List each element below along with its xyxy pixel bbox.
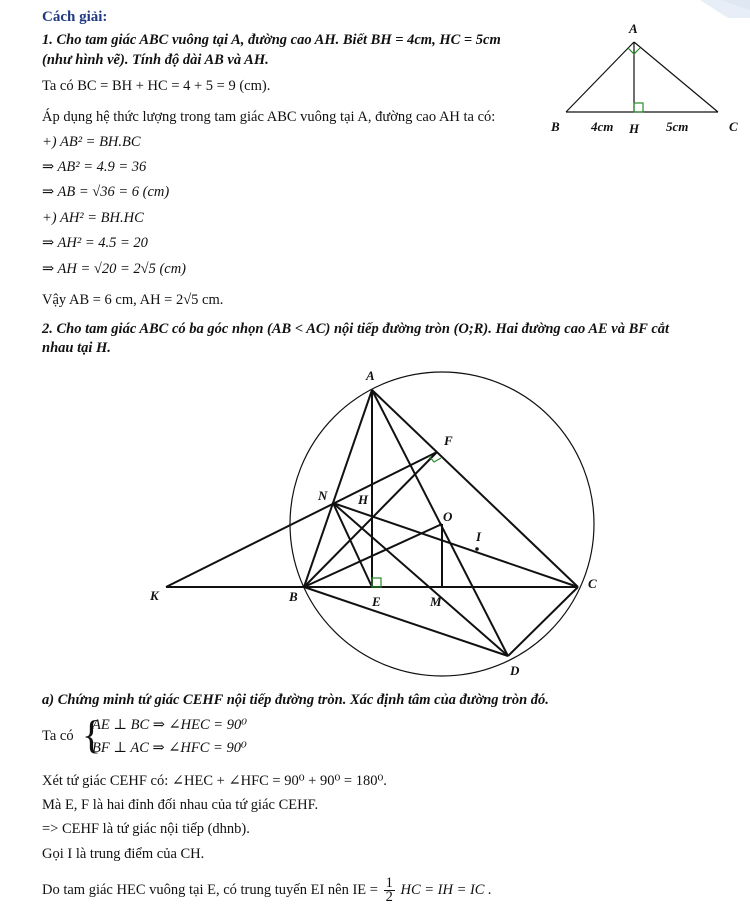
problem1-statement-line1: 1. Cho tam giác ABC vuông tại A, đường cao AH. Biết BH = 4cm, HC = 5cm <box>42 32 501 48</box>
segment-nc <box>333 503 578 587</box>
triangle-figure-1 <box>545 18 745 143</box>
altitude-bf <box>304 452 437 587</box>
apply-relations-line: Áp dụng hệ thức lượng trong tam giác ABC vuông tại A, đường cao AH ta có: <box>42 109 496 125</box>
step-6: ⇒ AH = √20 = 2√5 (cm) <box>42 261 187 277</box>
circle-figure-2 <box>140 360 610 685</box>
segment-ab <box>566 42 634 112</box>
label-n: N <box>318 488 328 503</box>
problem1-statement-line2: (như hình vẽ). Tính độ dài AB và AH. <box>42 52 269 68</box>
label-c: C <box>588 576 597 591</box>
step-5: ⇒ AH² = 4.5 = 20 <box>42 235 148 251</box>
do-line-post: HC = IH = IC . <box>400 881 492 898</box>
system-line-2: BF ⊥ AC ⇒ ∠HFC = 90⁰ <box>92 740 247 756</box>
label-b: B <box>289 589 298 604</box>
label-b: B <box>551 119 560 134</box>
corner-decoration <box>690 0 750 18</box>
do-line-pre: Do tam giác HEC vuông tại E, có trung tuyến EI nên IE = <box>42 881 378 898</box>
label-bh: 4cm <box>591 119 614 134</box>
right-angle-e <box>372 578 381 587</box>
label-h: H <box>629 121 640 136</box>
system-line-1: AE ⊥ BC ⇒ ∠HEC = 90⁰ <box>92 717 248 733</box>
xet-line: Xét tứ giác CEHF có: ∠HEC + ∠HFC = 90⁰ + 90⁰ = 180⁰. <box>42 773 387 789</box>
problem1-conclusion: Vậy AB = 6 cm, AH = 2√5 cm. <box>42 292 224 308</box>
segment-ac <box>372 390 578 587</box>
segment-nd <box>333 503 508 656</box>
label-d: D <box>510 663 520 678</box>
part-a-title: a) Chứng minh tứ giác CEHF nội tiếp đường tròn. Xác định tâm của đường tròn đó. <box>42 692 549 708</box>
point-i <box>475 547 479 551</box>
ta-co-label: Ta có <box>42 728 74 744</box>
bc-computation: Ta có BC = BH + HC = 4 + 5 = 9 (cm). <box>42 78 271 94</box>
step-4: +) AH² = BH.HC <box>42 210 144 226</box>
problem2-statement-line2: nhau tại H. <box>42 340 111 356</box>
segment-ac <box>634 42 718 112</box>
label-h: H <box>358 492 369 507</box>
label-i: I <box>476 529 482 544</box>
fraction-denominator: 2 <box>385 889 393 905</box>
label-a: A <box>629 21 638 36</box>
label-c: C <box>729 119 738 134</box>
segment-ne <box>333 503 372 587</box>
right-angle-h <box>634 103 643 112</box>
label-f: F <box>444 433 453 448</box>
segment-kf <box>166 452 437 587</box>
fraction-numerator: 1 <box>385 875 393 891</box>
step-2: ⇒ AB² = 4.9 = 36 <box>42 159 147 175</box>
step-1: +) AB² = BH.BC <box>42 134 141 150</box>
problem2-statement-line1: 2. Cho tam giác ABC có ba góc nhọn (AB < AC) nội tiếp đường tròn (O;R). Hai đường cao AE và BF cắt <box>42 321 670 337</box>
fraction-one-half <box>384 877 395 904</box>
label-e: E <box>372 594 381 609</box>
label-m: M <box>430 594 442 609</box>
label-hc: 5cm <box>666 119 689 134</box>
do-line <box>42 877 492 904</box>
ma-line: Mà E, F là hai đỉnh đối nhau của tứ giác CEHF. <box>42 797 319 813</box>
section-title: Cách giải: <box>42 9 108 25</box>
system-brace: { <box>82 712 102 757</box>
segment-cd <box>508 587 578 656</box>
label-o: O <box>443 509 453 524</box>
label-a: A <box>366 368 375 383</box>
goi-line: Gọi I là trung điểm của CH. <box>42 846 205 862</box>
label-k: K <box>150 588 159 603</box>
implies-line: => CEHF là tứ giác nội tiếp (dhnb). <box>42 821 250 837</box>
step-3: ⇒ AB = √36 = 6 (cm) <box>42 184 170 200</box>
